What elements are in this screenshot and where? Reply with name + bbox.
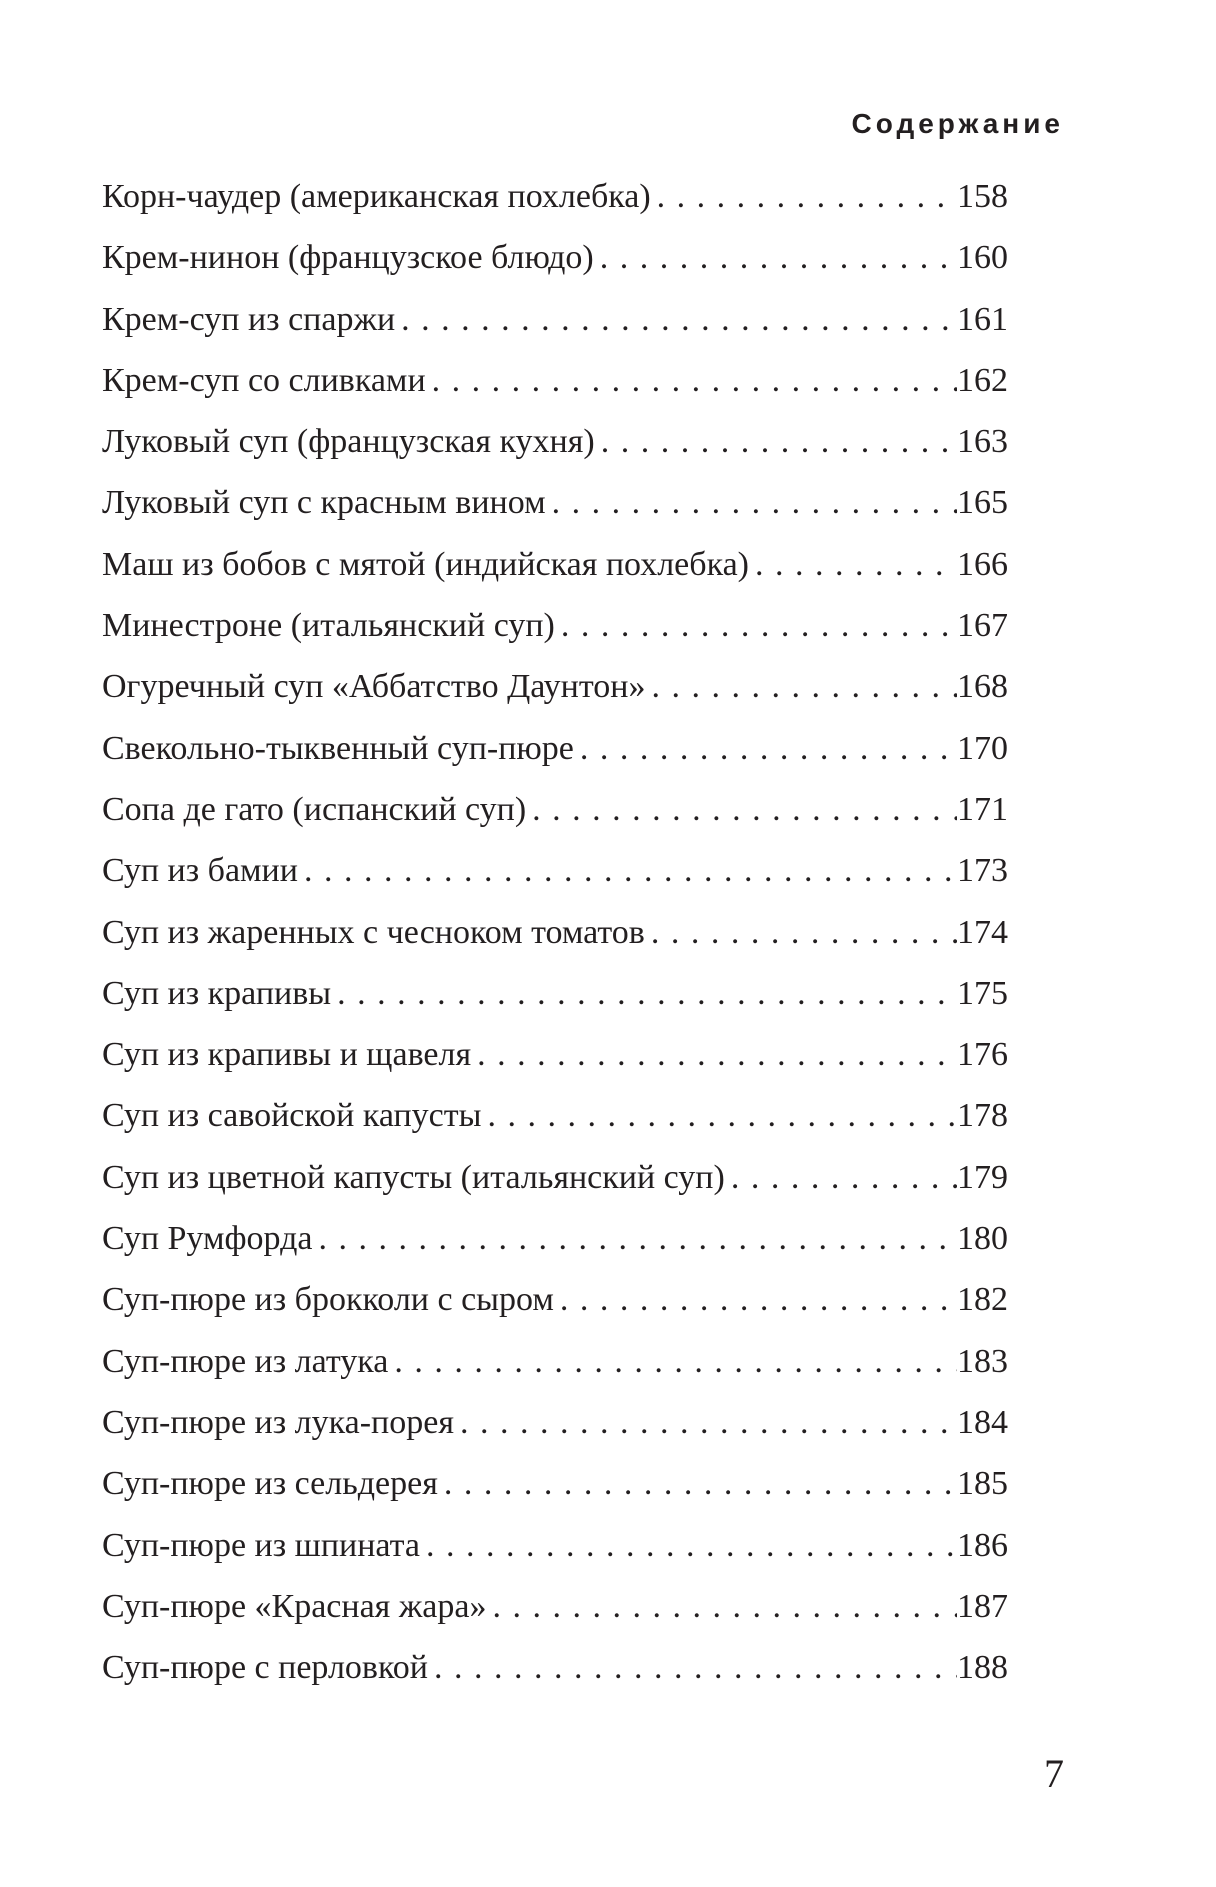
toc-entry[interactable] bbox=[102, 974, 1008, 1035]
toc-entry-title: Суп-пюре с перловкой bbox=[102, 1649, 428, 1687]
toc-entry[interactable] bbox=[102, 1158, 1008, 1219]
toc-entry-title: Суп-пюре из лука-порея bbox=[102, 1403, 454, 1441]
toc-entry[interactable] bbox=[102, 422, 1008, 483]
toc-entry-title: Луковый суп (французская кухня) bbox=[102, 423, 595, 461]
toc-entry[interactable] bbox=[102, 238, 1008, 299]
toc-entry[interactable] bbox=[102, 361, 1008, 422]
toc-entry-page: 167 bbox=[957, 607, 1008, 645]
toc-dot-leader bbox=[725, 1158, 957, 1198]
toc-dot-leader bbox=[426, 361, 957, 401]
toc-entry[interactable] bbox=[102, 1342, 1008, 1403]
toc-entry-title: Огуречный суп «Аббатство Даунтон» bbox=[102, 668, 646, 706]
toc-dot-leader bbox=[651, 177, 957, 217]
toc-entry-title: Суп-пюре из сельдерея bbox=[102, 1465, 438, 1503]
toc-entry[interactable] bbox=[102, 1096, 1008, 1157]
toc-entry[interactable] bbox=[102, 545, 1008, 606]
toc-entry-page: 158 bbox=[957, 178, 1008, 215]
toc-dot-leader bbox=[555, 606, 957, 646]
toc-entry-page: 185 bbox=[957, 1465, 1008, 1503]
toc-entry-title: Суп из крапивы и щавеля bbox=[102, 1036, 472, 1074]
toc-entry-title: Суп-пюре «Красная жара» bbox=[102, 1587, 487, 1625]
toc-entry[interactable] bbox=[102, 300, 1008, 361]
toc-entry-page: 170 bbox=[957, 729, 1008, 767]
toc-entry-page: 168 bbox=[957, 668, 1008, 706]
toc-entry-page: 178 bbox=[957, 1097, 1008, 1135]
toc-entry[interactable] bbox=[102, 1526, 1008, 1587]
toc-entry-title: Минестроне (итальянский суп) bbox=[102, 607, 555, 645]
toc-entry[interactable] bbox=[102, 1403, 1008, 1464]
toc-entry[interactable] bbox=[102, 483, 1008, 544]
toc-dot-leader bbox=[331, 974, 957, 1014]
toc-entry-page: 166 bbox=[957, 545, 1008, 583]
toc-dot-leader bbox=[481, 1096, 957, 1136]
toc-entry-title: Суп из цветной капусты (итальянский суп) bbox=[102, 1158, 725, 1196]
toc-entry-title: Сопа де гато (испанский суп) bbox=[102, 790, 527, 828]
toc-dot-leader bbox=[312, 1219, 957, 1259]
toc-entry[interactable] bbox=[102, 1648, 1008, 1709]
toc-dot-leader bbox=[298, 851, 957, 891]
toc-dot-leader bbox=[574, 729, 957, 769]
toc-dot-leader bbox=[471, 1035, 957, 1075]
toc-entry-title: Луковый суп с красным вином bbox=[102, 484, 546, 522]
toc-entry-title: Маш из бобов с мятой (индийская похлебка) bbox=[102, 545, 749, 583]
running-head: Содержание bbox=[851, 108, 1064, 139]
toc-dot-leader bbox=[645, 667, 957, 707]
toc-entry-title: Корн-чаудер (американская похлебка) bbox=[102, 178, 651, 215]
toc-entry-page: 188 bbox=[957, 1649, 1008, 1687]
toc-entry-title: Суп Румфорда bbox=[102, 1220, 313, 1258]
toc-dot-leader bbox=[594, 238, 957, 278]
toc-entry[interactable] bbox=[102, 1219, 1008, 1280]
toc-entry-title: Суп-пюре из латука bbox=[102, 1342, 389, 1380]
toc-entry-page: 182 bbox=[957, 1281, 1008, 1319]
toc-dot-leader bbox=[487, 1587, 958, 1627]
toc-entry-page: 160 bbox=[957, 239, 1008, 277]
toc-entry-title: Крем-нинон (французское блюдо) bbox=[102, 239, 594, 277]
toc-entry-page: 161 bbox=[957, 300, 1008, 338]
toc-dot-leader bbox=[420, 1526, 957, 1566]
toc-entry-page: 176 bbox=[957, 1036, 1008, 1074]
toc-entry[interactable] bbox=[102, 790, 1008, 851]
toc-entry-page: 183 bbox=[957, 1342, 1008, 1380]
toc-entry[interactable] bbox=[102, 1280, 1008, 1341]
toc-dot-leader bbox=[749, 545, 957, 585]
toc-entry-title: Крем-суп со сливками bbox=[102, 361, 426, 399]
toc-entry[interactable] bbox=[102, 729, 1008, 790]
table-of-contents bbox=[102, 177, 1008, 1709]
toc-entry[interactable] bbox=[102, 1464, 1008, 1525]
toc-dot-leader bbox=[526, 790, 957, 830]
toc-dot-leader bbox=[428, 1648, 957, 1688]
toc-dot-leader bbox=[595, 422, 957, 462]
toc-entry[interactable] bbox=[102, 913, 1008, 974]
toc-entry[interactable] bbox=[102, 851, 1008, 912]
toc-dot-leader bbox=[454, 1403, 957, 1443]
toc-entry-page: 162 bbox=[957, 361, 1008, 399]
toc-entry-title: Крем-суп из спаржи bbox=[102, 300, 396, 338]
toc-entry-page: 184 bbox=[957, 1403, 1008, 1441]
toc-entry-page: 187 bbox=[957, 1587, 1008, 1625]
toc-entry-page: 186 bbox=[957, 1526, 1008, 1564]
toc-entry-page: 179 bbox=[957, 1158, 1008, 1196]
toc-entry[interactable] bbox=[102, 177, 1008, 238]
toc-entry-page: 174 bbox=[957, 913, 1008, 951]
toc-entry-title: Суп из бамии bbox=[102, 852, 298, 890]
toc-entry-page: 171 bbox=[957, 790, 1008, 828]
toc-entry-title: Свекольно-тыквенный суп-пюре bbox=[102, 729, 574, 767]
toc-entry-page: 163 bbox=[957, 423, 1008, 461]
toc-entry-title: Суп из крапивы bbox=[102, 974, 332, 1012]
toc-entry-page: 173 bbox=[957, 852, 1008, 890]
toc-entry-page: 175 bbox=[957, 974, 1008, 1012]
toc-entry-title: Суп-пюре из брокколи с сыром bbox=[102, 1281, 554, 1319]
toc-entry-page: 180 bbox=[957, 1220, 1008, 1258]
toc-entry[interactable] bbox=[102, 667, 1008, 728]
toc-dot-leader bbox=[395, 300, 957, 340]
toc-entry-title: Суп из савойской капусты bbox=[102, 1097, 482, 1135]
toc-dot-leader bbox=[546, 483, 957, 523]
toc-entry[interactable] bbox=[102, 606, 1008, 667]
toc-dot-leader bbox=[438, 1464, 957, 1504]
toc-entry[interactable] bbox=[102, 1587, 1008, 1648]
toc-dot-leader bbox=[645, 913, 957, 953]
toc-entry-title: Суп из жаренных с чесноком томатов bbox=[102, 913, 645, 951]
toc-entry-title: Суп-пюре из шпината bbox=[102, 1526, 421, 1564]
toc-dot-leader bbox=[554, 1280, 957, 1320]
toc-entry[interactable] bbox=[102, 1035, 1008, 1096]
toc-entry-page: 165 bbox=[957, 484, 1008, 522]
page-number: 7 bbox=[1044, 1751, 1064, 1796]
toc-dot-leader bbox=[388, 1342, 957, 1382]
